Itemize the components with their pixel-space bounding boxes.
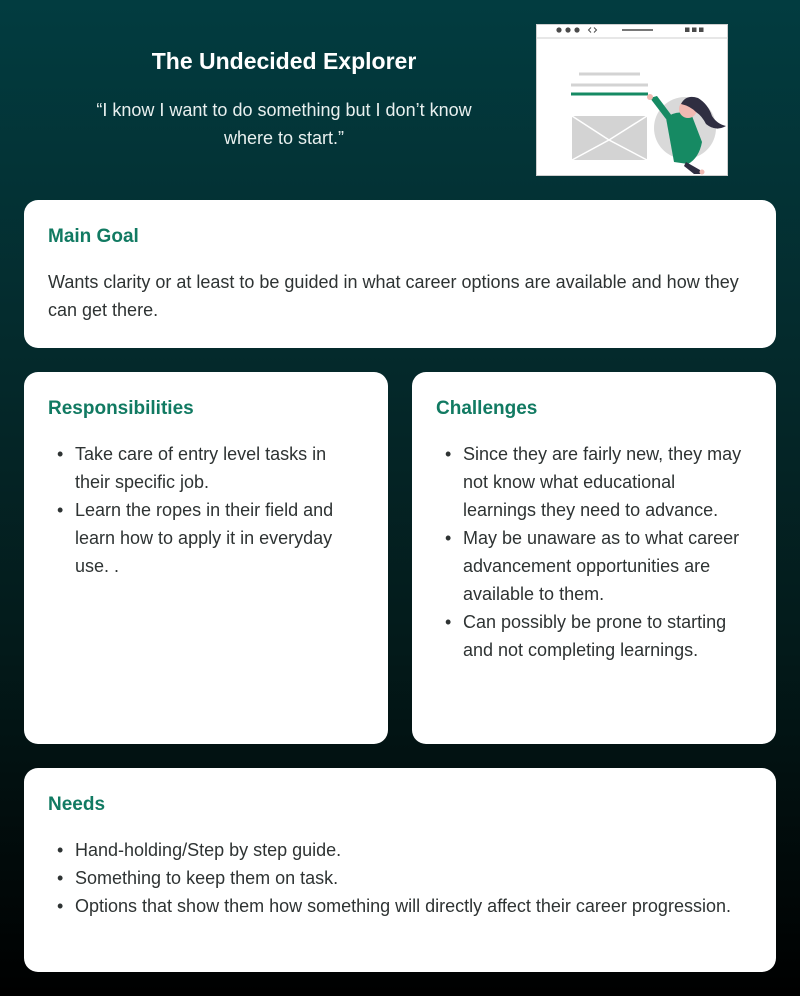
persona-title: The Undecided Explorer	[151, 48, 417, 74]
challenges-heading: Challenges	[436, 398, 538, 419]
needs-list	[48, 836, 752, 920]
list-item: • Since they are fairly new, they may not know what educational learnings they need to advance.	[436, 440, 752, 524]
browser-person-illustration-icon	[536, 24, 728, 176]
persona-quote: “I know I want to do something but I don’t know where to start.”	[96, 100, 472, 148]
responsibilities-heading: Responsibilities	[48, 398, 194, 419]
main-goal-heading: Main Goal	[48, 226, 139, 247]
list-item: • Learn the ropes in their field and learn how to apply it in everyday use. .	[48, 496, 364, 580]
main-goal-text: Wants clarity or at least to be guided in what career options are available and how they can get there.	[48, 272, 739, 320]
list-item: • Can possibly be prone to starting and not completing learnings.	[436, 608, 752, 664]
list-item: • Hand-holding/Step by step guide.	[48, 836, 752, 864]
main-goal-card	[24, 200, 776, 348]
list-item: • Something to keep them on task.	[48, 864, 752, 892]
list-item: • Take care of entry level tasks in their specific job.	[48, 440, 364, 496]
list-item: • May be unaware as to what career advancement opportunities are available to them.	[436, 524, 752, 608]
list-item: • Options that show them how something will directly affect their career progression.	[48, 892, 752, 920]
responsibilities-list	[48, 440, 364, 580]
challenges-card	[412, 372, 776, 744]
needs-heading: Needs	[48, 794, 106, 815]
challenges-list	[436, 440, 752, 664]
responsibilities-card	[24, 372, 388, 744]
persona-header	[0, 0, 800, 200]
needs-card	[24, 768, 776, 972]
